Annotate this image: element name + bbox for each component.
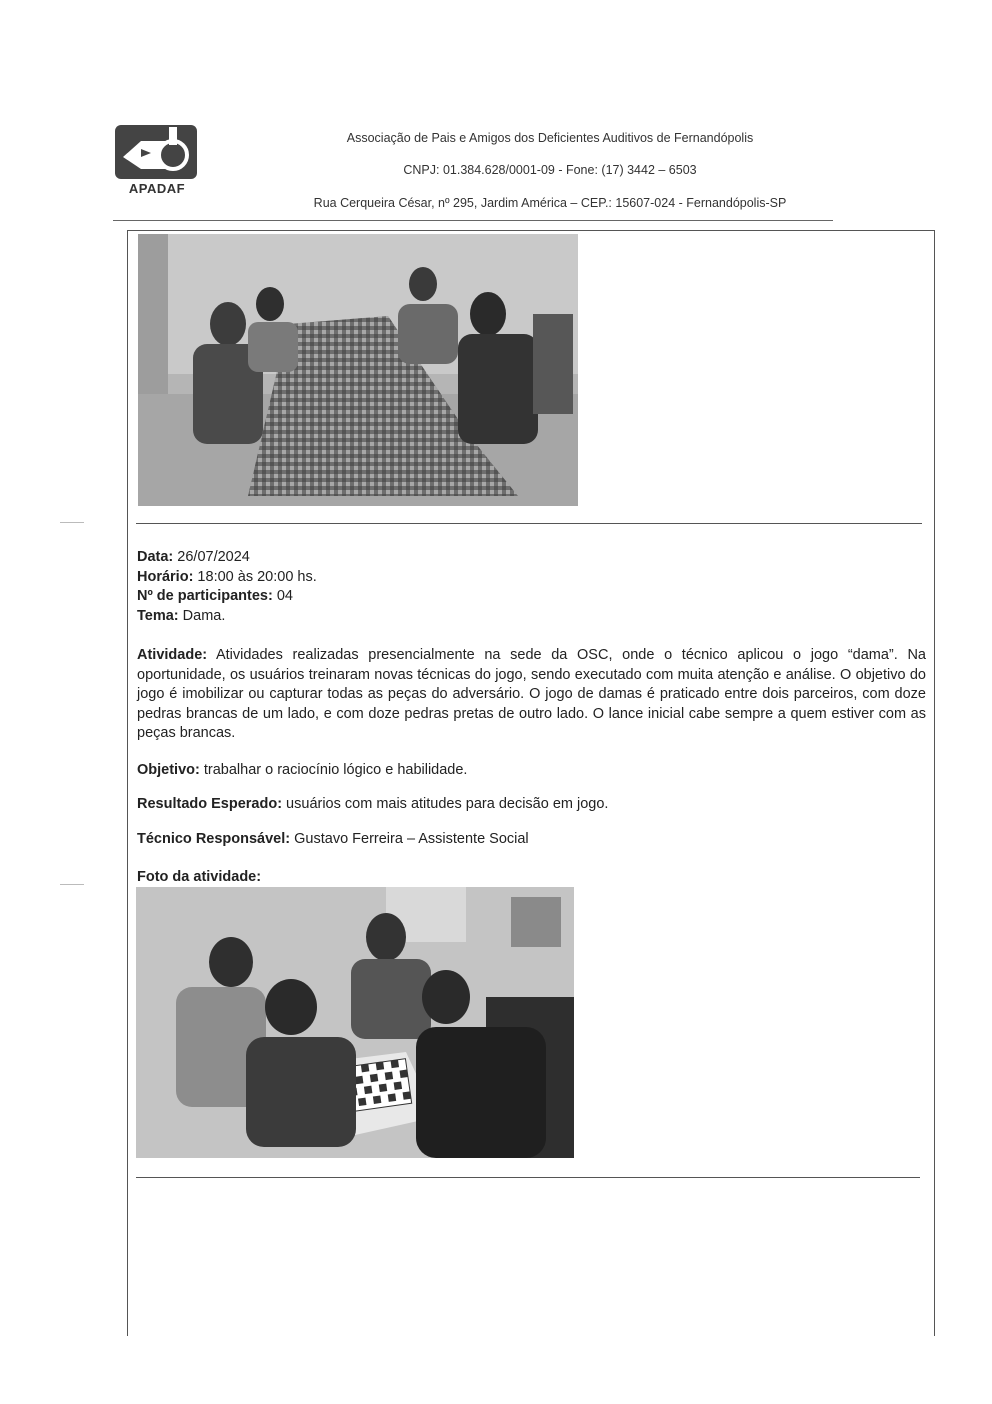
frame-top-border (127, 230, 935, 231)
participants-row (137, 587, 317, 607)
date-label: Data: (137, 549, 174, 565)
objective (137, 761, 926, 781)
cnpj-line: CNPJ: 01.384.628/0001-09 - Fone: (17) 3442 – 6503 (403, 163, 697, 177)
logo-text: APADAF (128, 181, 186, 196)
activity-photo-top (138, 234, 578, 506)
date-value: 26/07/2024 (173, 549, 250, 565)
apadaf-logo (113, 123, 201, 195)
time-value: 18:00 às 20:00 hs. (193, 568, 317, 585)
theme-label: Tema: (137, 607, 179, 624)
date-row (137, 548, 317, 568)
activity-photo-bottom (136, 887, 574, 1158)
org-name: Associação de Pais e Amigos dos Deficientes Auditivos de Fernandópolis (346, 131, 754, 145)
scan-mark (60, 522, 84, 523)
header-divider (113, 220, 833, 221)
theme-row (137, 607, 317, 627)
section-divider-1 (136, 523, 922, 524)
photo-label: Foto da atividade: (137, 869, 262, 885)
frame-left-border (127, 230, 128, 1336)
activity-label: Atividade: (137, 647, 208, 663)
time-label: Horário: (137, 568, 194, 585)
expected-result-label: Resultado Esperado: (137, 796, 283, 812)
logo-emblem-icon (113, 123, 201, 183)
address-line: Rua Cerqueira César, nº 295, Jardim América – CEP.: 15607-024 - Fernandópolis-SP (313, 196, 787, 210)
technician-text: Gustavo Ferreira – Assistente Social (290, 831, 529, 847)
expected-result (137, 795, 926, 815)
scan-mark (60, 884, 84, 885)
expected-result-text: usuários com mais atitudes para decisão em jogo. (282, 796, 609, 812)
participants-label: Nº de participantes: (137, 588, 273, 604)
section-divider-2 (136, 1177, 920, 1178)
objective-label: Objetivo: (137, 762, 200, 778)
responsible-technician (137, 830, 926, 850)
frame-right-border (934, 230, 935, 1336)
activity-description (137, 646, 926, 744)
activity-info (137, 548, 317, 626)
objective-text: trabalhar o raciocínio lógico e habilidade. (199, 762, 468, 778)
participants-value: 04 (272, 588, 293, 604)
time-row (137, 568, 317, 588)
theme-value: Dama. (178, 607, 226, 624)
technician-label: Técnico Responsável: (137, 831, 291, 847)
photo-caption (137, 868, 926, 888)
activity-text: Atividades realizadas presencialmente na sede da OSC, onde o técnico aplicou o jogo “dama”. Na oportunidade, os usuários treinaram novas técnicas do jogo, sendo executado com muita atenção e análise. O objetivo do jogo é imobilizar ou capturar todas as peças do adversário. O jogo de damas é praticado entre dois parceiros, com doze pedras brancas de um lado, e com doze pedras pretas de outro lado. O lance inicial cabe sempre a quem estiver com as peças brancas. (137, 647, 926, 741)
